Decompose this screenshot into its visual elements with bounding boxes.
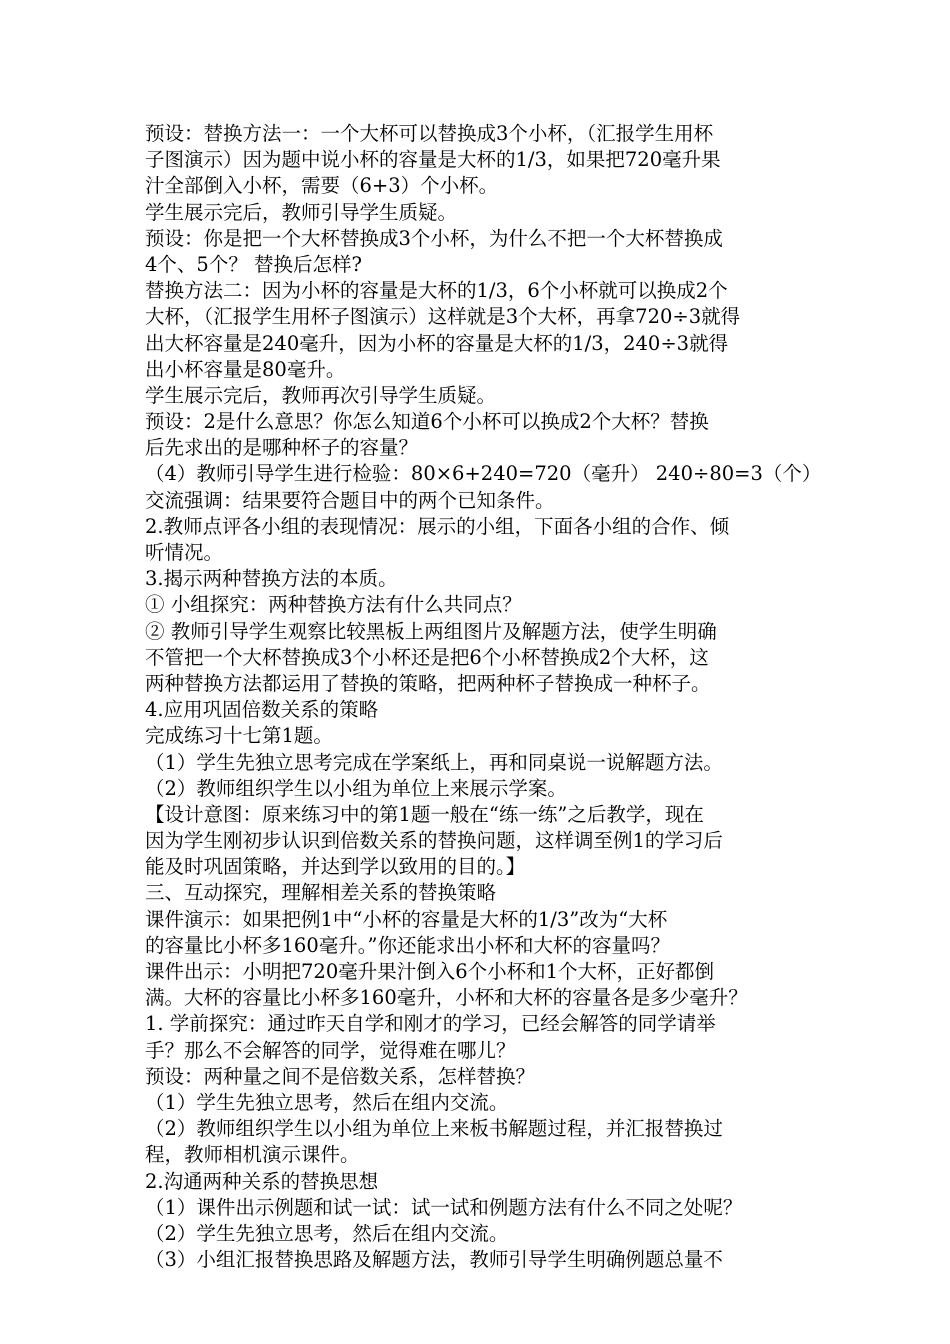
text-line: ② 教师引导学生观察比较黑板上两组图片及解题方法，使学生明确 bbox=[145, 619, 717, 643]
text-line: （4）教师引导学生进行检验：80×6+240=720（毫升） 240÷80=3（个） bbox=[145, 462, 822, 486]
text-line: 4.应用巩固倍数关系的策略 bbox=[145, 698, 379, 722]
text-line: 因为学生刚初步认识到倍数关系的替换问题，这样调至例1的学习后 bbox=[145, 829, 723, 853]
text-line: 后先求出的是哪种杯子的容量？ bbox=[145, 436, 419, 460]
text-line: （3）小组汇报替换思路及解题方法，教师引导学生明确例题总量不 bbox=[145, 1248, 723, 1272]
text-line: （2）教师组织学生以小组为单位上来板书解题过程，并汇报替换过 bbox=[145, 1117, 723, 1141]
text-line: 替换方法二：因为小杯的容量是大杯的1/3，6个小杯就可以换成2个 bbox=[145, 279, 728, 303]
text-line: 预设：你是把一个大杯替换成3个小杯，为什么不把一个大杯替换成 bbox=[145, 226, 723, 250]
text-line: 交流强调：结果要符合题目中的两个已知条件。 bbox=[145, 488, 555, 512]
text-line: 三、互动探究，理解相差关系的替换策略 bbox=[145, 881, 497, 905]
text-line: 课件出示：小明把720毫升果汁倒入6个小杯和1个大杯，正好都倒 bbox=[145, 960, 715, 983]
text-line: 预设：两种量之间不是倍数关系，怎样替换？ bbox=[145, 1064, 536, 1088]
text-line: 课件演示：如果把例1中“小杯的容量是大杯的1/3”改为“大杯 bbox=[145, 907, 668, 931]
text-line: （1）学生先独立思考完成在学案纸上，再和同桌说一说解题方法。 bbox=[145, 750, 723, 774]
text-line: 两种替换方法都运用了替换的策略，把两种杯子替换成一种杯子。 bbox=[145, 671, 711, 695]
text-line: 2.教师点评各小组的表现情况：展示的小组，下面各小组的合作、倾 bbox=[145, 514, 730, 538]
text-line: （1）学生先独立思考，然后在组内交流。 bbox=[145, 1090, 509, 1114]
text-line: 学生展示完后，教师引导学生质疑。 bbox=[145, 200, 458, 224]
text-line: （1）课件出示例题和试一试：试一试和例题方法有什么不同之处呢？ bbox=[145, 1195, 743, 1219]
text-line: 的容量比小杯多160毫升。”你还能求出小杯和大杯的容量吗？ bbox=[145, 933, 670, 957]
text-line: 出小杯容量是80毫升。 bbox=[145, 357, 346, 381]
text-line: （2）学生先独立思考，然后在组内交流。 bbox=[145, 1221, 509, 1245]
text-line: 汁全部倒入小杯，需要（6+3）个小杯。 bbox=[145, 174, 499, 198]
text-line: 满。大杯的容量比小杯多160毫升，小杯和大杯的容量各是多少毫升？ bbox=[145, 986, 748, 1010]
text-line: 能及时巩固策略，并达到学以致用的目的。】 bbox=[145, 855, 526, 879]
text-line: 3.揭示两种替换方法的本质。 bbox=[145, 567, 398, 591]
text-line: 预设：2是什么意思？你怎么知道6个小杯可以换成2个大杯？替换 bbox=[145, 410, 709, 434]
text-line: （2）教师组织学生以小组为单位上来展示学案。 bbox=[145, 776, 567, 800]
text-line: 2.沟通两种关系的替换思想 bbox=[145, 1169, 379, 1193]
text-line: ① 小组探究：两种替换方法有什么共同点？ bbox=[145, 593, 522, 617]
text-line: 不管把一个大杯替换成3个小杯还是把6个小杯替换成2个大杯，这 bbox=[145, 645, 709, 669]
text-line: 听情况。 bbox=[145, 541, 224, 564]
text-line: 程，教师相机演示课件。 bbox=[145, 1143, 360, 1167]
text-line: 出大杯容量是240毫升，因为小杯的容量是大杯的1/3，240÷3就得 bbox=[145, 331, 729, 355]
text-line: 完成练习十七第1题。 bbox=[145, 724, 333, 748]
text-line: 手？那么不会解答的同学，觉得难在哪儿？ bbox=[145, 1038, 516, 1062]
text-line: 1. 学前探究：通过昨天自学和刚才的学习，已经会解答的同学请举 bbox=[145, 1012, 716, 1036]
text-line: 【设计意图：原来练习中的第1题一般在“练一练”之后教学，现在 bbox=[145, 802, 704, 826]
text-line: 大杯，（汇报学生用杯子图演示）这样就是3个大杯，再拿720÷3就得 bbox=[145, 305, 741, 329]
text-line: 学生展示完后，教师再次引导学生质疑。 bbox=[145, 383, 497, 407]
document-page bbox=[145, 121, 825, 1273]
text-line: 子图演示）因为题中说小杯的容量是大杯的1/3，如果把720毫升果 bbox=[145, 148, 721, 172]
text-line: 4个、5个？ 替换后怎样? bbox=[145, 252, 362, 276]
text-line: 预设：替换方法一：一个大杯可以替换成3个小杯，（汇报学生用杯 bbox=[145, 122, 714, 145]
